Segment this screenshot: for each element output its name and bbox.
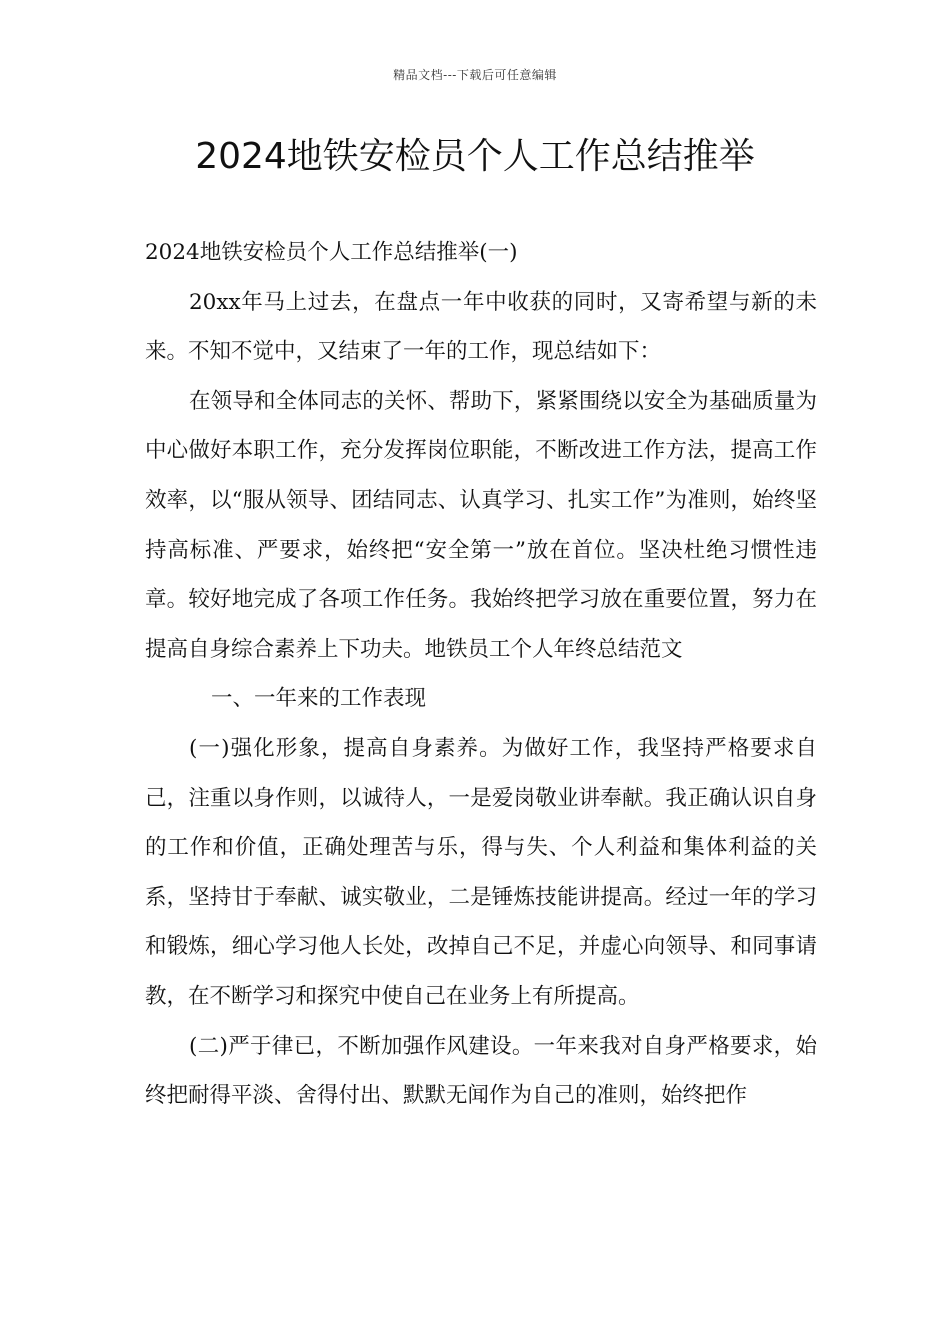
body-paragraph: 在领导和全体同志的关怀、帮助下，紧紧围绕以安全为基础质量为中心做好本职工作，充分发挥岗位职能，不断改进工作方法，提高工作效率，以“服从领导、团结同志、认真学习、扎实工作”为准则，始终坚持高标准、严要求，始终把“安全第一”放在首位。坚决杜绝习惯性违章。较好地完成了各项工作任务。我始终把学习放在重要位置，努力在提高自身综合素养上下功夫。地铁员工个人年终总结范文 — [145, 388, 817, 662]
section-heading: 2024地铁安检员个人工作总结推举(一) — [145, 240, 518, 265]
document-title: 2024地铁安检员个人工作总结推举 — [195, 136, 755, 177]
body-paragraph: (二)严于律已，不断加强作风建设。一年来我对自身严格要求，始终把耐得平淡、舍得付出、默默无闻作为自己的准则，始终把作 — [145, 1033, 817, 1109]
intro-paragraph: 20xx年马上过去，在盘点一年中收获的同时，又寄希望与新的未来。不知不觉中，又结束了一年的工作，现总结如下： — [145, 289, 817, 365]
subsection-heading: 一、一年来的工作表现 — [211, 686, 427, 712]
header-note: 精品文档---下载后可任意编辑 — [393, 68, 557, 82]
body-paragraph: (一)强化形象，提高自身素养。为做好工作，我坚持严格要求自己，注重以身作则，以诚待人，一是爱岗敬业讲奉献。我正确认识自身的工作和价值，正确处理苦与乐，得与失、个人利益和集体利益的关系，坚持甘于奉献、诚实敬业，二是锤炼技能讲提高。经过一年的学习和锻炼，细心学习他人长处，改掉自己不足，并虚心向领导、和同事请教，在不断学习和探究中使自己在业务上有所提高。 — [145, 735, 817, 1009]
document-body — [145, 228, 817, 1121]
